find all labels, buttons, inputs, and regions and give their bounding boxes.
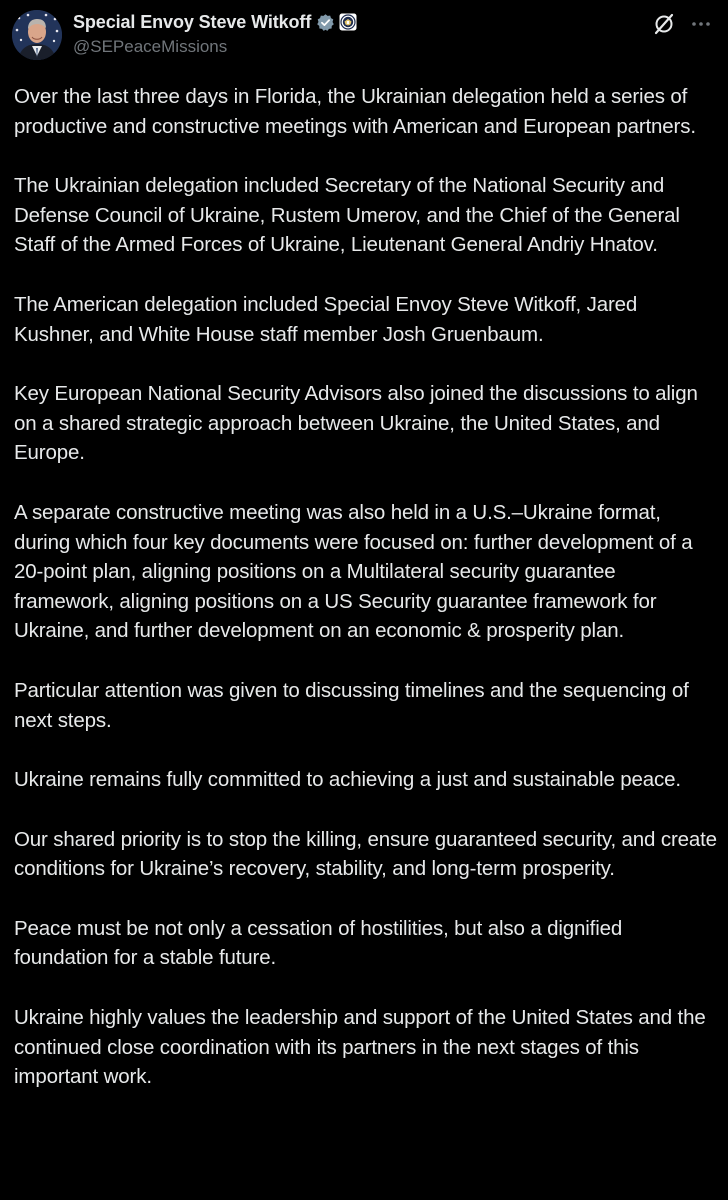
verified-badge-icon[interactable]: [316, 13, 335, 32]
post-paragraph: Particular attention was given to discussing timelines and the sequencing of next steps.: [14, 678, 689, 732]
post-paragraph: Over the last three days in Florida, the Ukrainian delegation held a series of productive and constructive meetings with American and European partners.: [14, 85, 696, 138]
government-seal-icon[interactable]: [339, 13, 357, 31]
post-paragraph: A separate constructive meeting was also held in a U.S.–Ukraine format, during which four key documents were focused on: further development of a 20-point plan, aligning positions on a Multilateral security guarantee framework, aligning positions on a US Security guarantee framework for Ukraine, and further development on an economic & prosperity plan.: [14, 500, 693, 643]
post-text: [14, 82, 718, 1122]
post-header: [0, 0, 728, 72]
post-paragraph: The Ukrainian delegation included Secretary of the National Security and Defense Council of Ukraine, Rustem Umerov, and the Chief of the General Staff of the Armed Forces of Ukraine, Lieutenant General Andriy Hnatov.: [14, 174, 680, 257]
avatar[interactable]: [12, 10, 62, 60]
more-options-icon[interactable]: [688, 11, 714, 37]
post-paragraph: Key European National Security Advisors also joined the discussions to align on a shared strategic approach between Ukraine, the United States, and Europe.: [14, 382, 698, 465]
author-name-row: [73, 10, 357, 34]
post-paragraph: Ukraine remains fully committed to achieving a just and sustainable peace.: [14, 768, 681, 792]
post-paragraph: Peace must be not only a cessation of hostilities, but also a dignified foundation for a stable future.: [14, 916, 623, 970]
post-paragraph: The American delegation included Special Envoy Steve Witkoff, Jared Kushner, and White House staff member Josh Gruenbaum.: [14, 292, 638, 346]
profile-photo: [12, 10, 62, 60]
author-handle[interactable]: @SEPeaceMissions: [73, 37, 228, 56]
grok-icon[interactable]: [652, 12, 676, 36]
post-paragraph: Our shared priority is to stop the killing, ensure guaranteed security, and create conditions for Ukraine’s recovery, stability, and long-term prosperity.: [14, 827, 717, 881]
author-display-name[interactable]: Special Envoy Steve Witkoff: [73, 11, 312, 32]
post-paragraph: Ukraine highly values the leadership and support of the United States and the continued close coordination with its partners in the next stages of this important work.: [14, 1006, 706, 1089]
